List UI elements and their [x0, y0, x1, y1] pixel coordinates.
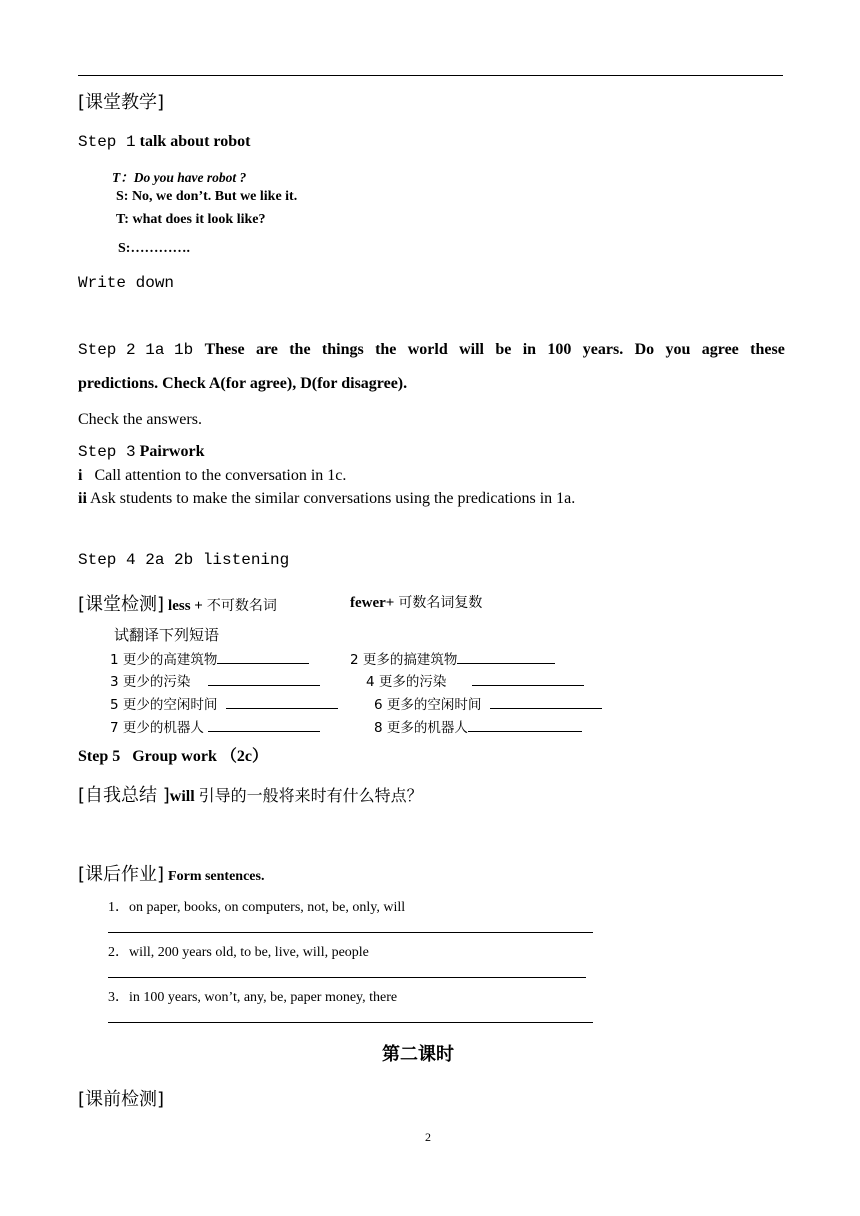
dialog-line-2: S: No, we don’t. But we like it.	[116, 189, 298, 204]
answer-blank[interactable]	[490, 694, 602, 709]
step3-label: Step 3	[78, 443, 136, 461]
homework-subtitle: Form sentences.	[168, 869, 265, 884]
answer-line-2[interactable]	[108, 977, 586, 978]
phrase-num: 3	[110, 674, 119, 690]
step2-word: agree	[701, 341, 739, 358]
homework-heading	[78, 860, 264, 886]
step2-word: the	[375, 341, 397, 358]
item-label: i	[78, 467, 83, 484]
fewer-note: 可数名词复数	[398, 595, 483, 611]
step2-word: will	[459, 341, 484, 358]
summary-question: 引导的一般将来时有什么特点？	[198, 786, 423, 805]
step2-word: in	[522, 341, 537, 358]
step2-word: Do	[634, 341, 655, 358]
phrase-text: 更少的空闲时间	[122, 697, 218, 713]
phrase-text: 更少的高建筑物	[122, 652, 218, 668]
phrase-num: 8	[374, 720, 383, 736]
step2-word: things	[321, 341, 364, 358]
dialog-line-4: S:………….	[118, 241, 190, 256]
fewer-label: fewer+	[350, 595, 395, 611]
phrase-item-7	[110, 716, 320, 736]
step5-heading	[78, 743, 268, 766]
header-rule	[78, 75, 783, 76]
translate-subtitle: 试翻译下列短语	[114, 626, 220, 644]
answer-blank[interactable]	[217, 649, 309, 664]
step2-word: years.	[582, 341, 624, 358]
step1-heading	[78, 133, 250, 151]
step2-line-1	[78, 341, 785, 359]
phrase-text: 更多的机器人	[386, 720, 468, 736]
check-answers: Check the answers.	[78, 411, 202, 428]
step2-word: These	[204, 341, 245, 358]
phrase-num: 7	[110, 720, 119, 736]
phrase-num: 5	[110, 697, 119, 713]
step1-label: Step 1	[78, 133, 136, 151]
answer-blank[interactable]	[468, 717, 582, 732]
phrase-num: 1	[110, 652, 119, 668]
step2-word: you	[665, 341, 691, 358]
answer-blank[interactable]	[457, 649, 555, 664]
step2-word: these	[750, 341, 785, 358]
step2-word: 100	[547, 341, 572, 358]
step2-word: be	[495, 341, 512, 358]
phrase-item-8	[374, 716, 582, 736]
step5-label: Step 5	[78, 748, 121, 765]
step3-heading	[78, 443, 204, 461]
step2-word: world	[407, 341, 448, 358]
dialog-line-1: T：Do you have robot ?	[112, 170, 247, 185]
phrase-item-1	[110, 648, 309, 668]
write-down-note: Write down	[78, 274, 175, 292]
summary-title: [自我总结 ]	[78, 785, 170, 806]
answer-line-1[interactable]	[108, 932, 593, 933]
summary-heading	[78, 781, 423, 807]
step2-word: are	[255, 341, 278, 358]
step3-title: Pairwork	[139, 443, 205, 460]
homework-item-3: 3．in 100 years, won’t, any, be, paper money, there	[108, 990, 398, 1005]
phrase-text: 更多的搞建筑物	[362, 652, 458, 668]
phrase-num: 2	[350, 652, 359, 668]
item-label: ii	[78, 490, 87, 507]
answer-blank[interactable]	[472, 671, 584, 686]
phrase-text: 更少的污染	[122, 674, 191, 690]
step2-label: Step 2 1a 1b	[78, 341, 194, 359]
detection-title: [课堂检测]	[78, 594, 165, 615]
pre-check-title: [课前检测]	[78, 1089, 165, 1110]
dialog-line-3: T: what does it look like?	[116, 212, 266, 227]
phrase-num: 6	[374, 697, 383, 713]
phrase-item-3	[110, 670, 320, 690]
step4-line: Step 4 2a 2b listening	[78, 551, 290, 569]
step3-item-i	[78, 467, 346, 485]
detection-heading	[78, 590, 277, 616]
section-title-classroom: [课堂教学]	[78, 92, 165, 113]
answer-blank[interactable]	[208, 717, 320, 732]
item-text: Ask students to make the similar conversations using the predications in 1a.	[90, 490, 576, 507]
phrase-text: 更少的机器人	[122, 720, 204, 736]
summary-will: will	[169, 788, 195, 805]
answer-line-3[interactable]	[108, 1022, 593, 1023]
step2-line-2: predictions. Check A(for agree), D(for disagree).	[78, 375, 408, 392]
less-label: less +	[168, 598, 203, 614]
phrase-item-2	[350, 648, 555, 668]
lesson2-title: 第二课时	[382, 1044, 454, 1065]
phrase-text: 更多的污染	[378, 674, 447, 690]
answer-blank[interactable]	[208, 671, 320, 686]
phrase-num: 4	[366, 674, 375, 690]
phrase-item-5	[110, 693, 338, 713]
phrase-text: 更多的空闲时间	[386, 697, 482, 713]
less-note: 不可数名词	[206, 598, 277, 614]
fewer-rule	[350, 592, 482, 612]
step1-title: talk about robot	[139, 133, 251, 150]
homework-item-1: 1．on paper, books, on computers, not, be, only, will	[108, 900, 406, 915]
phrase-item-4	[366, 670, 584, 690]
step2-word: the	[289, 341, 311, 358]
homework-title: [课后作业]	[78, 864, 165, 885]
phrase-item-6	[374, 693, 602, 713]
step3-item-ii	[78, 490, 575, 508]
item-text: Call attention to the conversation in 1c.	[94, 467, 347, 484]
answer-blank[interactable]	[226, 694, 338, 709]
step5-title: Group work （2c）	[132, 748, 268, 765]
page-number: 2	[425, 1130, 431, 1144]
homework-item-2: 2．will, 200 years old, to be, live, will, people	[108, 945, 369, 960]
